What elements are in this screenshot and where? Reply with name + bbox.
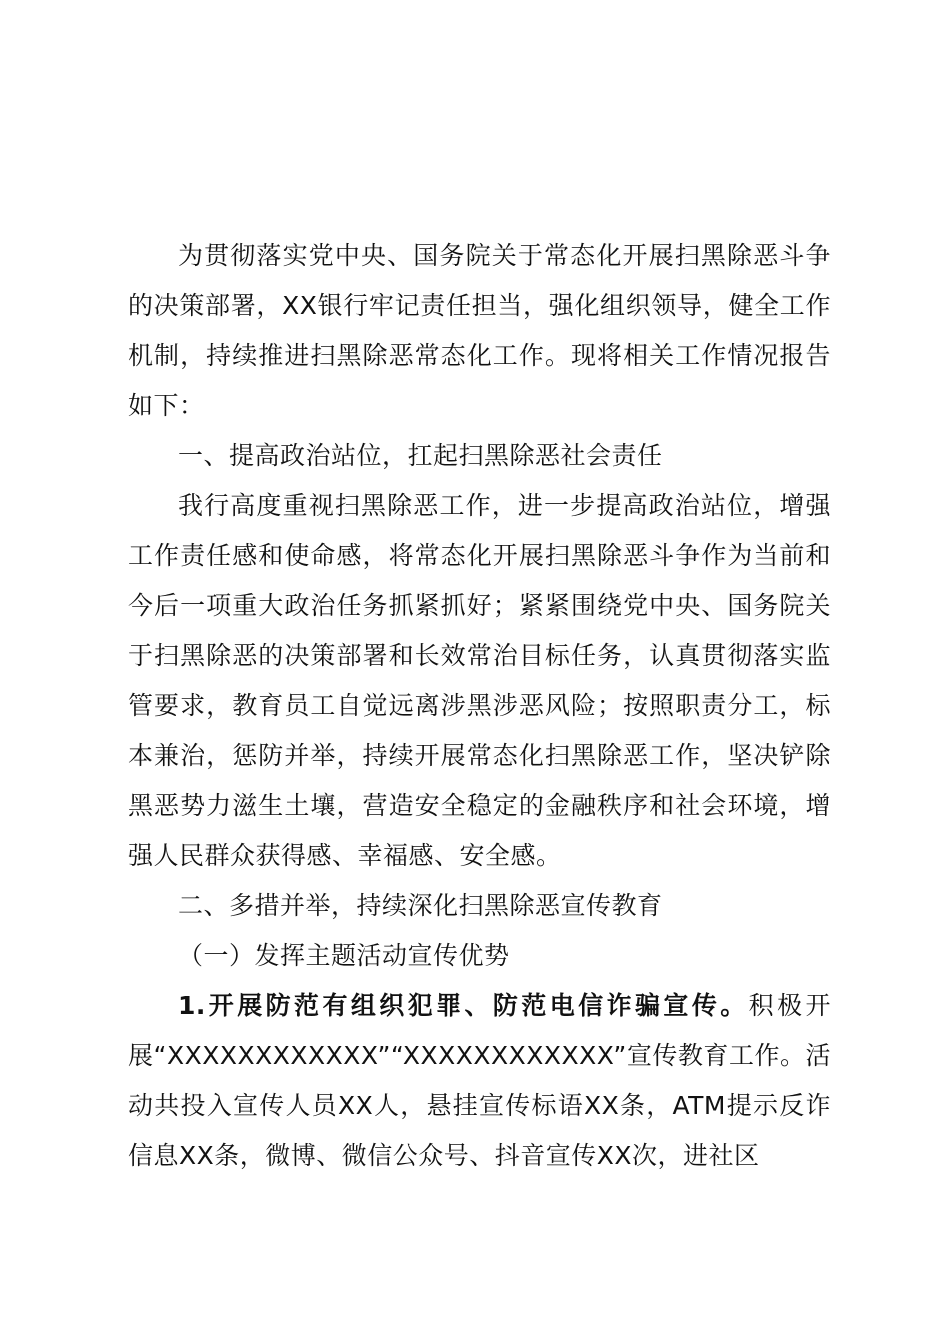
item-1-paragraph	[128, 981, 831, 1181]
section-2-subheading: （一）发挥主题活动宣传优势	[178, 941, 510, 970]
item-1-body: 积极开展“XXXXXXXXXXXX”“XXXXXXXXXXXX”宣传教育工作。活动共投入宣传人员XX人，悬挂宣传标语XX条，ATM提示反诈信息XX条，微博、微信公众号、抖音宣传XX次，进社区	[128, 991, 831, 1170]
intro-paragraph: 为贯彻落实党中央、国务院关于常态化开展扫黑除恶斗争的决策部署，XX银行牢记责任担当，强化组织领导，健全工作机制，持续推进扫黑除恶常态化工作。现将相关工作情况报告如下：	[128, 241, 831, 420]
section-1-paragraph: 我行高度重视扫黑除恶工作，进一步提高政治站位，增强工作责任感和使命感，将常态化开展扫黑除恶斗争作为当前和今后一项重大政治任务抓紧抓好；紧紧围绕党中央、国务院关于扫黑除恶的决策部署和长效常治目标任务，认真贯彻落实监管要求，教育员工自觉远离涉黑涉恶风险；按照职责分工，标本兼治，惩防并举，持续开展常态化扫黑除恶工作，坚决铲除黑恶势力滋生土壤，营造安全稳定的金融秩序和社会环境，增强人民群众获得感、幸福感、安全感。	[128, 491, 831, 870]
item-1-lead: 1.开展防范有组织犯罪、防范电信诈骗宣传。	[178, 991, 749, 1020]
section-1-heading: 一、提高政治站位，扛起扫黑除恶社会责任	[178, 441, 663, 470]
section-2-heading: 二、多措并举，持续深化扫黑除恶宣传教育	[178, 891, 663, 920]
document-body	[128, 231, 831, 1181]
